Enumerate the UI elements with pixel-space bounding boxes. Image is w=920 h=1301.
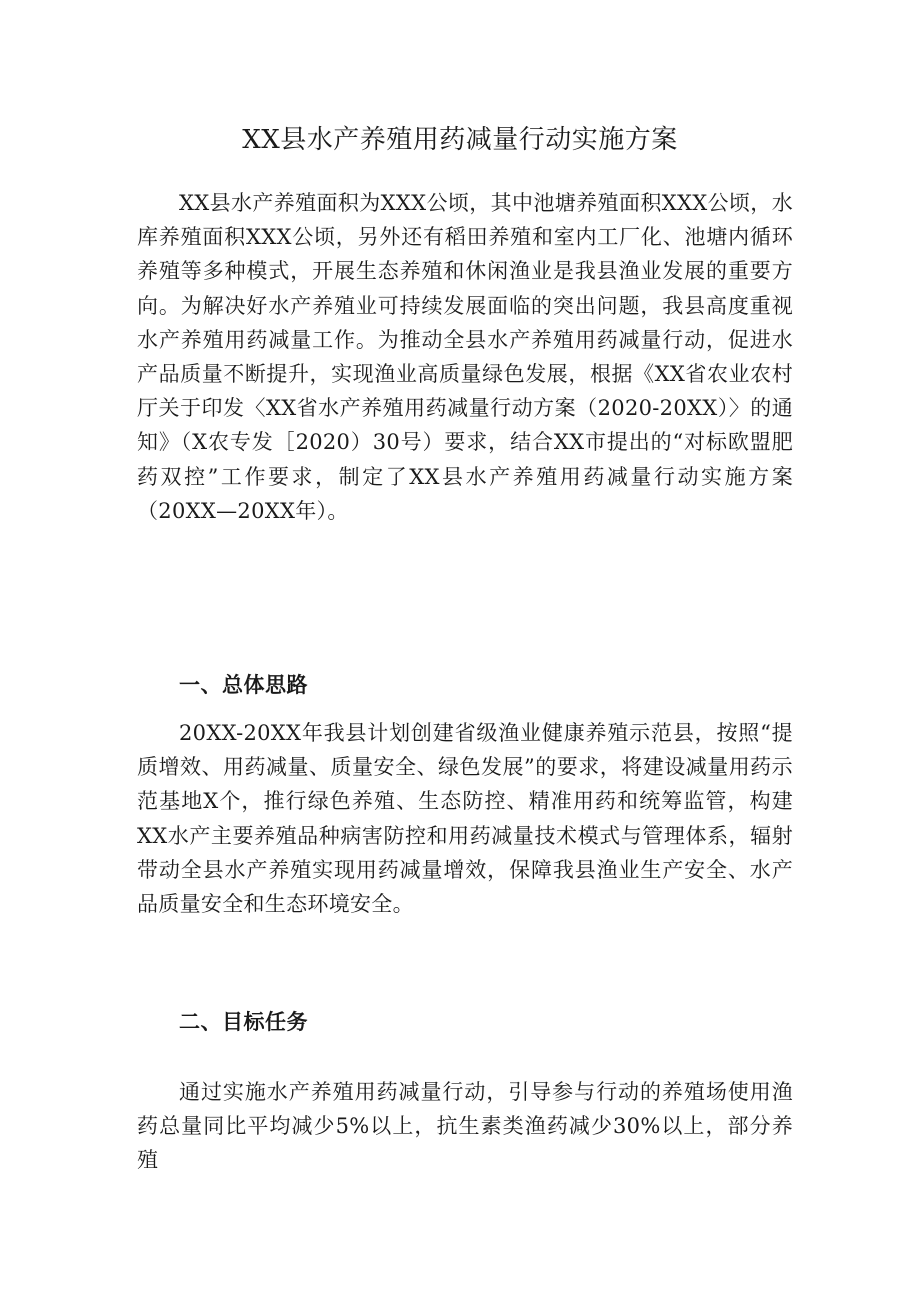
intro-paragraph-block <box>137 186 793 528</box>
document-title: XX县水产养殖用药减量行动实施方案 <box>242 125 678 155</box>
overall-approach-paragraph: 20XX-20XX年我县计划创建省级渔业健康养殖示范县，按照“提质增效、用药减量、质量安全、绿色发展”的要求，将建设减量用药示范基地X个，推行绿色养殖、生态防控、精准用药和统筹监管，构建XX水产主要养殖品种病害防控和用药减量技术模式与管理体系，辐射带动全县水产养殖实现用药减量增效，保障我县渔业生产安全、水产品质量安全和生态环境安全。 <box>137 721 793 917</box>
section-heading-block <box>137 1005 793 1039</box>
section-body-block <box>137 716 793 921</box>
goals-tasks-paragraph: 通过实施水产养殖用药减量行动，引导参与行动的养殖场使用渔药总量同比平均减少5%以上，抗生素类渔药减少30%以上，部分养殖 <box>137 1080 793 1173</box>
section-heading-block <box>137 668 793 702</box>
section-heading-goals-tasks: 二、目标任务 <box>179 1010 308 1034</box>
section-body-block <box>137 1075 793 1178</box>
intro-paragraph: XX县水产养殖面积为XXX公顷，其中池塘养殖面积XXX公顷，水库养殖面积XXX公顷，另外还有稻田养殖和室内工厂化、池塘内循环养殖等多种模式，开展生态养殖和休闲渔业是我县渔业发展的重要方向。为解决好水产养殖业可持续发展面临的突出问题，我县高度重视水产养殖用药减量工作。为推动全县水产养殖用药减量行动，促进水产品质量不断提升，实现渔业高质量绿色发展，根据《XX省农业农村厅关于印发〈XX省水产养殖用药减量行动方案（2020-20XX）〉的通知》（X农专发［2020）30号）要求，结合XX市提出的“对标欧盟肥药双控”工作要求，制定了XX县水产养殖用药减量行动实施方案（20XX—20XX年）。 <box>137 191 793 523</box>
section-heading-overall-approach: 一、总体思路 <box>179 673 308 697</box>
